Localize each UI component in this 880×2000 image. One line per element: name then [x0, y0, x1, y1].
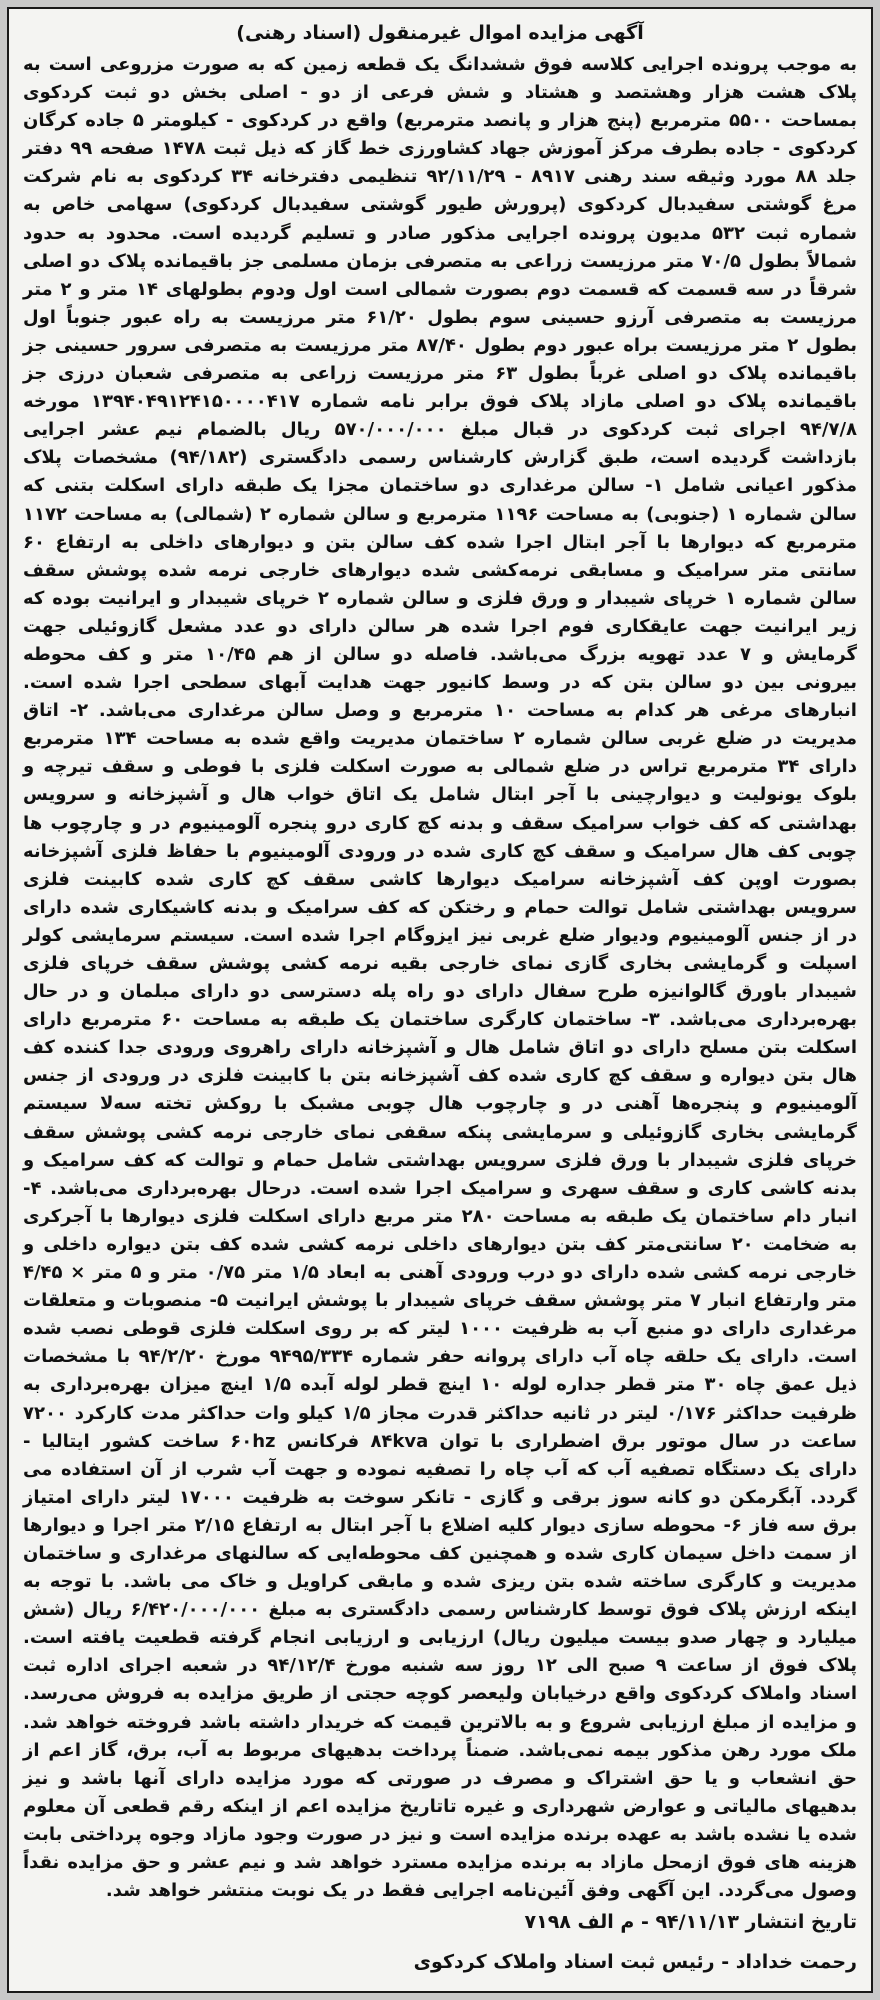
signature-line: رحمت خداداد - رئیس ثبت اسناد واملاک کردکوی	[413, 1951, 857, 1974]
publish-date-line: تاریخ انتشار ۹۴/۱۱/۱۳ - م الف ۷۱۹۸	[524, 1911, 857, 1934]
notice-paragraph: به موجب پرونده اجرایی کلاسه فوق ششدانگ یک قطعه زمین که به صورت مزروعی است به پلاک هشت هزار وهشتصد و هشتاد و شش فرعی از دو - اصلی بخش دو ثبت کردکوی بمساحت ۵۵۰۰ مترمربع (پنج هزار و پانصد مترمربع) واقع در کردکوی - کیلومتر ۵ جاده کرگان کردکوی - جاده بطرف مرکز آموزش جهاد کشاورزی خط گاز که ذیل ثبت ۱۴۷۸ صفحه ۹۹ دفتر جلد ۸۸ مورد وثیقه سند رهنی ۸۹۱۷ - ۹۲/۱۱/۲۹ تنظیمی دفترخانه ۳۴ کردکوی به نام شرکت مرغ گوشتی سفیدبال کردکوی (پرورش طیور گوشتی سفیدبال کردکوی) سهامی خاص به شماره ثبت ۵۳۲ مدیون پرونده اجرایی مذکور صادر و تسلیم گردیده است. محدود به حدود شمالاً بطول ۷۰/۵ متر مرزیست زراعی به متصرفی بزمان مسلمی جز باقیمانده پلاک دو اصلی شرقاً در سه قسمت که قسمت دوم بصورت شمالی است اول ودوم بطولهای ۱۴ متر و ۲ متر مرزیست به متصرفی آرزو حسینی سوم بطول ۶۱/۲۰ متر مرزیست به راه عبور جنوباً اول بطول ۲ متر مرزیست براه عبور دوم بطول ۸۷/۴۰ متر مرزیست به متصرفی سرور حسینی جز باقیمانده پلاک دو اصلی غرباً بطول ۶۳ متر مرزیست زراعی به متصرفی شعبان درزی جز باقیمانده پلاک دو اصلی مازاد پلاک فوق برابر نامه شماره ۱۳۹۴۰۴۹۱۲۴۱۵۰۰۰۰۴۱۷ مورخه ۹۴/۷/۸ اجرای ثبت کردکوی در قبال مبلغ ۵۷۰/۰۰۰/۰۰۰ ریال بالضمام نیم عشر اجرایی بازداشت گردیده است، طبق گزارش کارشناس رسمی دادگستری (۹۴/۱۸۲) مشخصات پلاک مذکور اعیانی شامل ۱- سالن مرغداری دو ساختمان مجزا یک طبقه دارای اسکلت بتنی که سالن شماره ۱ (جنوبی) به مساحت ۱۱۹۶ مترمربع و سالن شماره ۲ (شمالی) به مساحت ۱۱۷۲ مترمربع که دیوارها با آجر ابتال اجرا شده کف سالن بتن و دیوارهای داخلی به ارتفاع ۶۰ سانتی متر سرامیک و مسابقی نرمه‌کشی شده دیوارهای خارجی نرمه شده پوشش سقف سالن شماره ۱ خرپای شیبدار و ورق فلزی و سالن شماره ۲ خرپای شیبدار و ایرانیت بوده که زیر ایرانیت جهت عایقکاری فوم اجرا شده هر سالن دارای دو عدد مشعل گازوئیلی جهت گرمایش و ۷ عدد تهویه بزرگ می‌باشد. فاصله دو سالن از هم ۱۰/۴۵ متر و کف محوطه بیرونی بین دو سالن بتن که در وسط کانیور جهت هدایت آبهای سطحی اجرا شده است. انبارهای مرغی هر کدام به مساحت ۱۰ مترمربع و وصل سالن مرغداری می‌باشد. ۲- اتاق مدیریت در ضلع غربی سالن شماره ۲ ساختمان مدیریت واقع شده به مساحت ۱۳۴ مترمربع دارای ۳۴ مترمربع تراس در ضلع شمالی به صورت اسکلت فلزی با فوطی و سقف تیرچه و بلوک یونولیت و دیوارچینی با آجر ابتال شامل یک اتاق خواب هال و آشپزخانه و سرویس بهداشتی که کف خواب سرامیک سقف و بدنه کچ کاری درو پنجره آلومینیوم در و چارچوب ها چوبی کف هال سرامیک و سقف کچ کاری شده در ورودی آلومینیوم با حفاظ فلزی آشپزخانه بصورت اوپن کف آشپزخانه سرامیک دیوارها کاشی سقف کچ کاری شده کابینت فلزی سرویس بهداشتی شامل توالت حمام و رختکن که کف سرامیک و بدنه کاشیکاری شده دارای در از جنس آلومینیوم ودیوار ضلع غربی نیز ایزوگام اجرا شده است. سیستم سرمایشی کولر اسپلت و گرمایشی بخاری گازی نمای خارجی بقیه نرمه کشی پوشش سقف خرپای فلزی شیبدار باورق گالوانیزه طرح سفال دارای دو راه پله دسترسی دو دارای مبلمان و در حال بهره‌برداری می‌باشد. ۳- ساختمان کارگری ساختمان یک طبقه به مساحت ۶۰ مترمربع دارای اسکلت بتن مسلح دارای دو اتاق شامل هال و آشپزخانه دارای راهروی ورودی جدا کننده کف هال بتن دیواره و سقف کچ کاری شده کف آشپزخانه بتن با کابینت فلزی در ورودی از جنس آلومینیوم و پنجره‌ها آهنی در و چارچوب هال چوبی مشبک با روکش تخته سه‌لا سیستم گرمایشی بخاری گازوئیلی و سرمایشی پنکه سقفی نمای خارجی نرمه کشی پوشش سقف خرپای فلزی شیبدار با ورق فلزی سرویس بهداشتی شامل حمام و توالت که کف سرامیک و بدنه کاشی کاری و سقف سهری و سرامیک اجرا شده است. درحال بهره‌برداری می‌باشد. ۴- انبار دام ساختمان یک طبقه به مساحت ۲۸۰ متر مربع دارای اسکلت فلزی دیوارها با آجرکری به ضخامت ۲۰ سانتی‌متر کف بتن دیوارهای داخلی نرمه کشی شده کف بتن دیواره داخلی و خارجی نرمه کشی شده دارای دو درب ورودی آهنی به ابعاد ۱/۵ متر ۰/۷۵ متر و ۵ متر × ۴/۴۵ متر وارتفاع انبار ۷ متر پوشش سقف خرپای شیبدار با پوشش ایرانیت ۵- منصوبات و متعلقات مرغداری دارای دو منبع آب به ظرفیت ۱۰۰۰ لیتر که بر روی اسکلت فلزی قوطی نصب شده است. دارای یک حلقه چاه آب دارای پروانه حفر شماره ۹۴۹۵/۳۳۴ مورخ ۹۴/۲/۲۰ با مشخصات ذیل عمق چاه ۳۰ متر قطر جداره لوله ۱۰ اینچ قطر لوله آبده ۱/۵ اینچ میزان بهره‌برداری به ظرفیت حداکثر ۰/۱۷۶ لیتر در ثانیه حداکثر قدرت مجاز ۱/۵ کیلو وات حداکثر مدت کارکرد ۷۲۰۰ ساعت در سال موتور برق اضطراری با توان ۸۴kva فرکانس ۶۰hz ساخت کشور ایتالیا - دارای یک دستگاه تصفیه آب که آب چاه را تصفیه نموده و جهت آب شرب از آن استفاده می گردد. آبگرمکن دو کانه سوز برقی و گازی - تانکر سوخت به ظرفیت ۱۷۰۰۰ لیتر دارای امتیاز برق سه فاز ۶- محوطه سازی دیوار کلیه اضلاع با آجر ابتال به ارتفاع ۲/۱۵ متر اجرا و دیوارها از سمت داخل سیمان کاری شده و همچنین کف محوطه‌ایی که سالنهای مرغداری و ساختمان مدیریت و کارگری ساخته شده بتن ریزی شده و مابقی کراویل و خاک می باشد. با توجه به اینکه ارزش پلاک فوق توسط کارشناس رسمی دادگستری به مبلغ ۶/۴۲۰/۰۰۰/۰۰۰ ریال (شش میلیارد و چهار صدو بیست میلیون ریال) ارزیابی و ارزیابی انجام گرفته قطعیت یافته است. پلاک فوق از ساعت ۹ صبح الی ۱۲ روز سه شنبه مورخ ۹۴/۱۲/۴ در شعبه اجرای اداره ثبت اسناد واملاک کردکوی واقع درخیابان ولیعصر کوچه حجتی از طریق مزایده به فروش می‌رسد. و مزایده از مبلغ ارزیابی شروع و به بالاترین قیمت که خریدار داشته باشد فروخته خواهد شد. ملک مورد رهن مذکور بیمه نمی‌باشد. ضمناً پرداخت بدهیهای مربوط به آب، برق، گاز اعم از حق انشعاب و یا حق اشتراک و مصرف در صورتی که مورد مزایده دارای آنها باشد و نیز بدهیهای مالیاتی و عوارض شهرداری و غیره تاتاریخ مزایده اعم از اینکه رقم قطعی آن معلوم شده یا نشده باشد به عهده برنده مزایده است و نیز در صورت وجود مازاد وجوه پرداختی بابت هزینه های فوق ازمحل مازاد به برنده مزایده مسترد خواهد شد و نیم عشر و حق مزایده نقداً وصول می‌گردد. این آگهی وفق آئین‌نامه اجرایی فقط در یک نوبت منتشر خواهد شد.	[23, 54, 858, 1902]
auction-notice	[7, 7, 873, 1993]
notice-body	[23, 51, 857, 1905]
notice-title: آگهی مزایده اموال غیرمنقول (اسناد رهنی)	[236, 22, 644, 44]
